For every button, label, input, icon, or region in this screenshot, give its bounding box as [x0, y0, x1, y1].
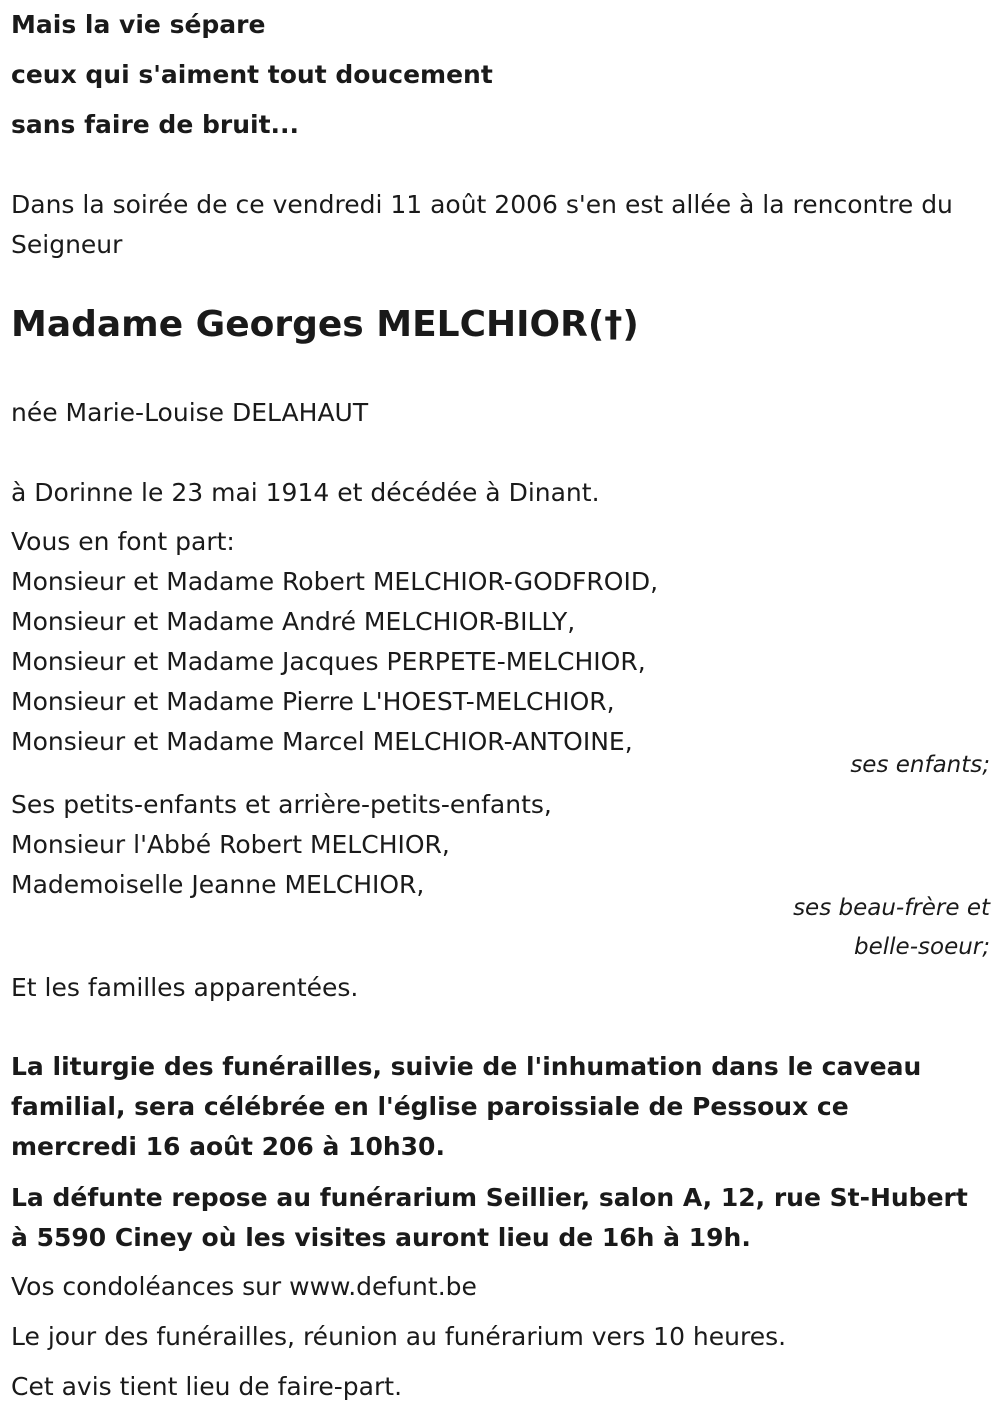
birth-name: née Marie-Louise DELAHAUT: [11, 398, 369, 427]
repose-info: La défunte repose au funérarium Seillier, salon A, 12, rue St-Hubert à 5590 Ciney où les visites auront lieu de 16h à 19h.: [11, 1183, 968, 1252]
in-laws-role-line-2: belle-soeur;: [854, 934, 990, 960]
announcement-heading: Vous en font part:: [11, 527, 235, 556]
poem-line-2: ceux qui s'aiment tout doucement: [11, 60, 493, 89]
family-member: Mademoiselle Jeanne MELCHIOR,: [11, 870, 425, 899]
notice-line: Cet avis tient lieu de faire-part.: [11, 1372, 403, 1401]
intro-text: Dans la soirée de ce vendredi 11 août 2006 s'en est allée à la rencontre du Seigneur: [11, 190, 953, 259]
family-member: Monsieur et Madame Jacques PERPETE-MELCHIOR,: [11, 647, 646, 676]
meeting-line: Le jour des funérailles, réunion au funérarium vers 10 heures.: [11, 1322, 787, 1351]
family-member: Monsieur et Madame Marcel MELCHIOR-ANTOINE,: [11, 727, 633, 756]
children-role: ses enfants;: [850, 752, 990, 778]
condolences-line: Vos condoléances sur www.defunt.be: [11, 1272, 477, 1301]
family-member: Monsieur et Madame Robert MELCHIOR-GODFROID,: [11, 567, 659, 596]
birth-death: à Dorinne le 23 mai 1914 et décédée à Dinant.: [11, 478, 600, 507]
deceased-name: Madame Georges MELCHIOR(†): [11, 304, 639, 345]
family-member: Monsieur et Madame Pierre L'HOEST-MELCHIOR,: [11, 687, 615, 716]
in-laws-role-line-1: ses beau-frère et: [793, 895, 990, 921]
families-line: Et les familles apparentées.: [11, 973, 359, 1002]
liturgy-info: La liturgie des funérailles, suivie de l'inhumation dans le caveau familial, sera célébrée en l'église paroissiale de Pessoux ce mercredi 16 août 206 à 10h30.: [11, 1052, 922, 1161]
family-member: Monsieur l'Abbé Robert MELCHIOR,: [11, 830, 450, 859]
family-member: Monsieur et Madame André MELCHIOR-BILLY,: [11, 607, 576, 636]
poem-line-1: Mais la vie sépare: [11, 10, 266, 39]
poem-line-3: sans faire de bruit...: [11, 110, 300, 139]
family-member: Ses petits-enfants et arrière-petits-enfants,: [11, 790, 552, 819]
